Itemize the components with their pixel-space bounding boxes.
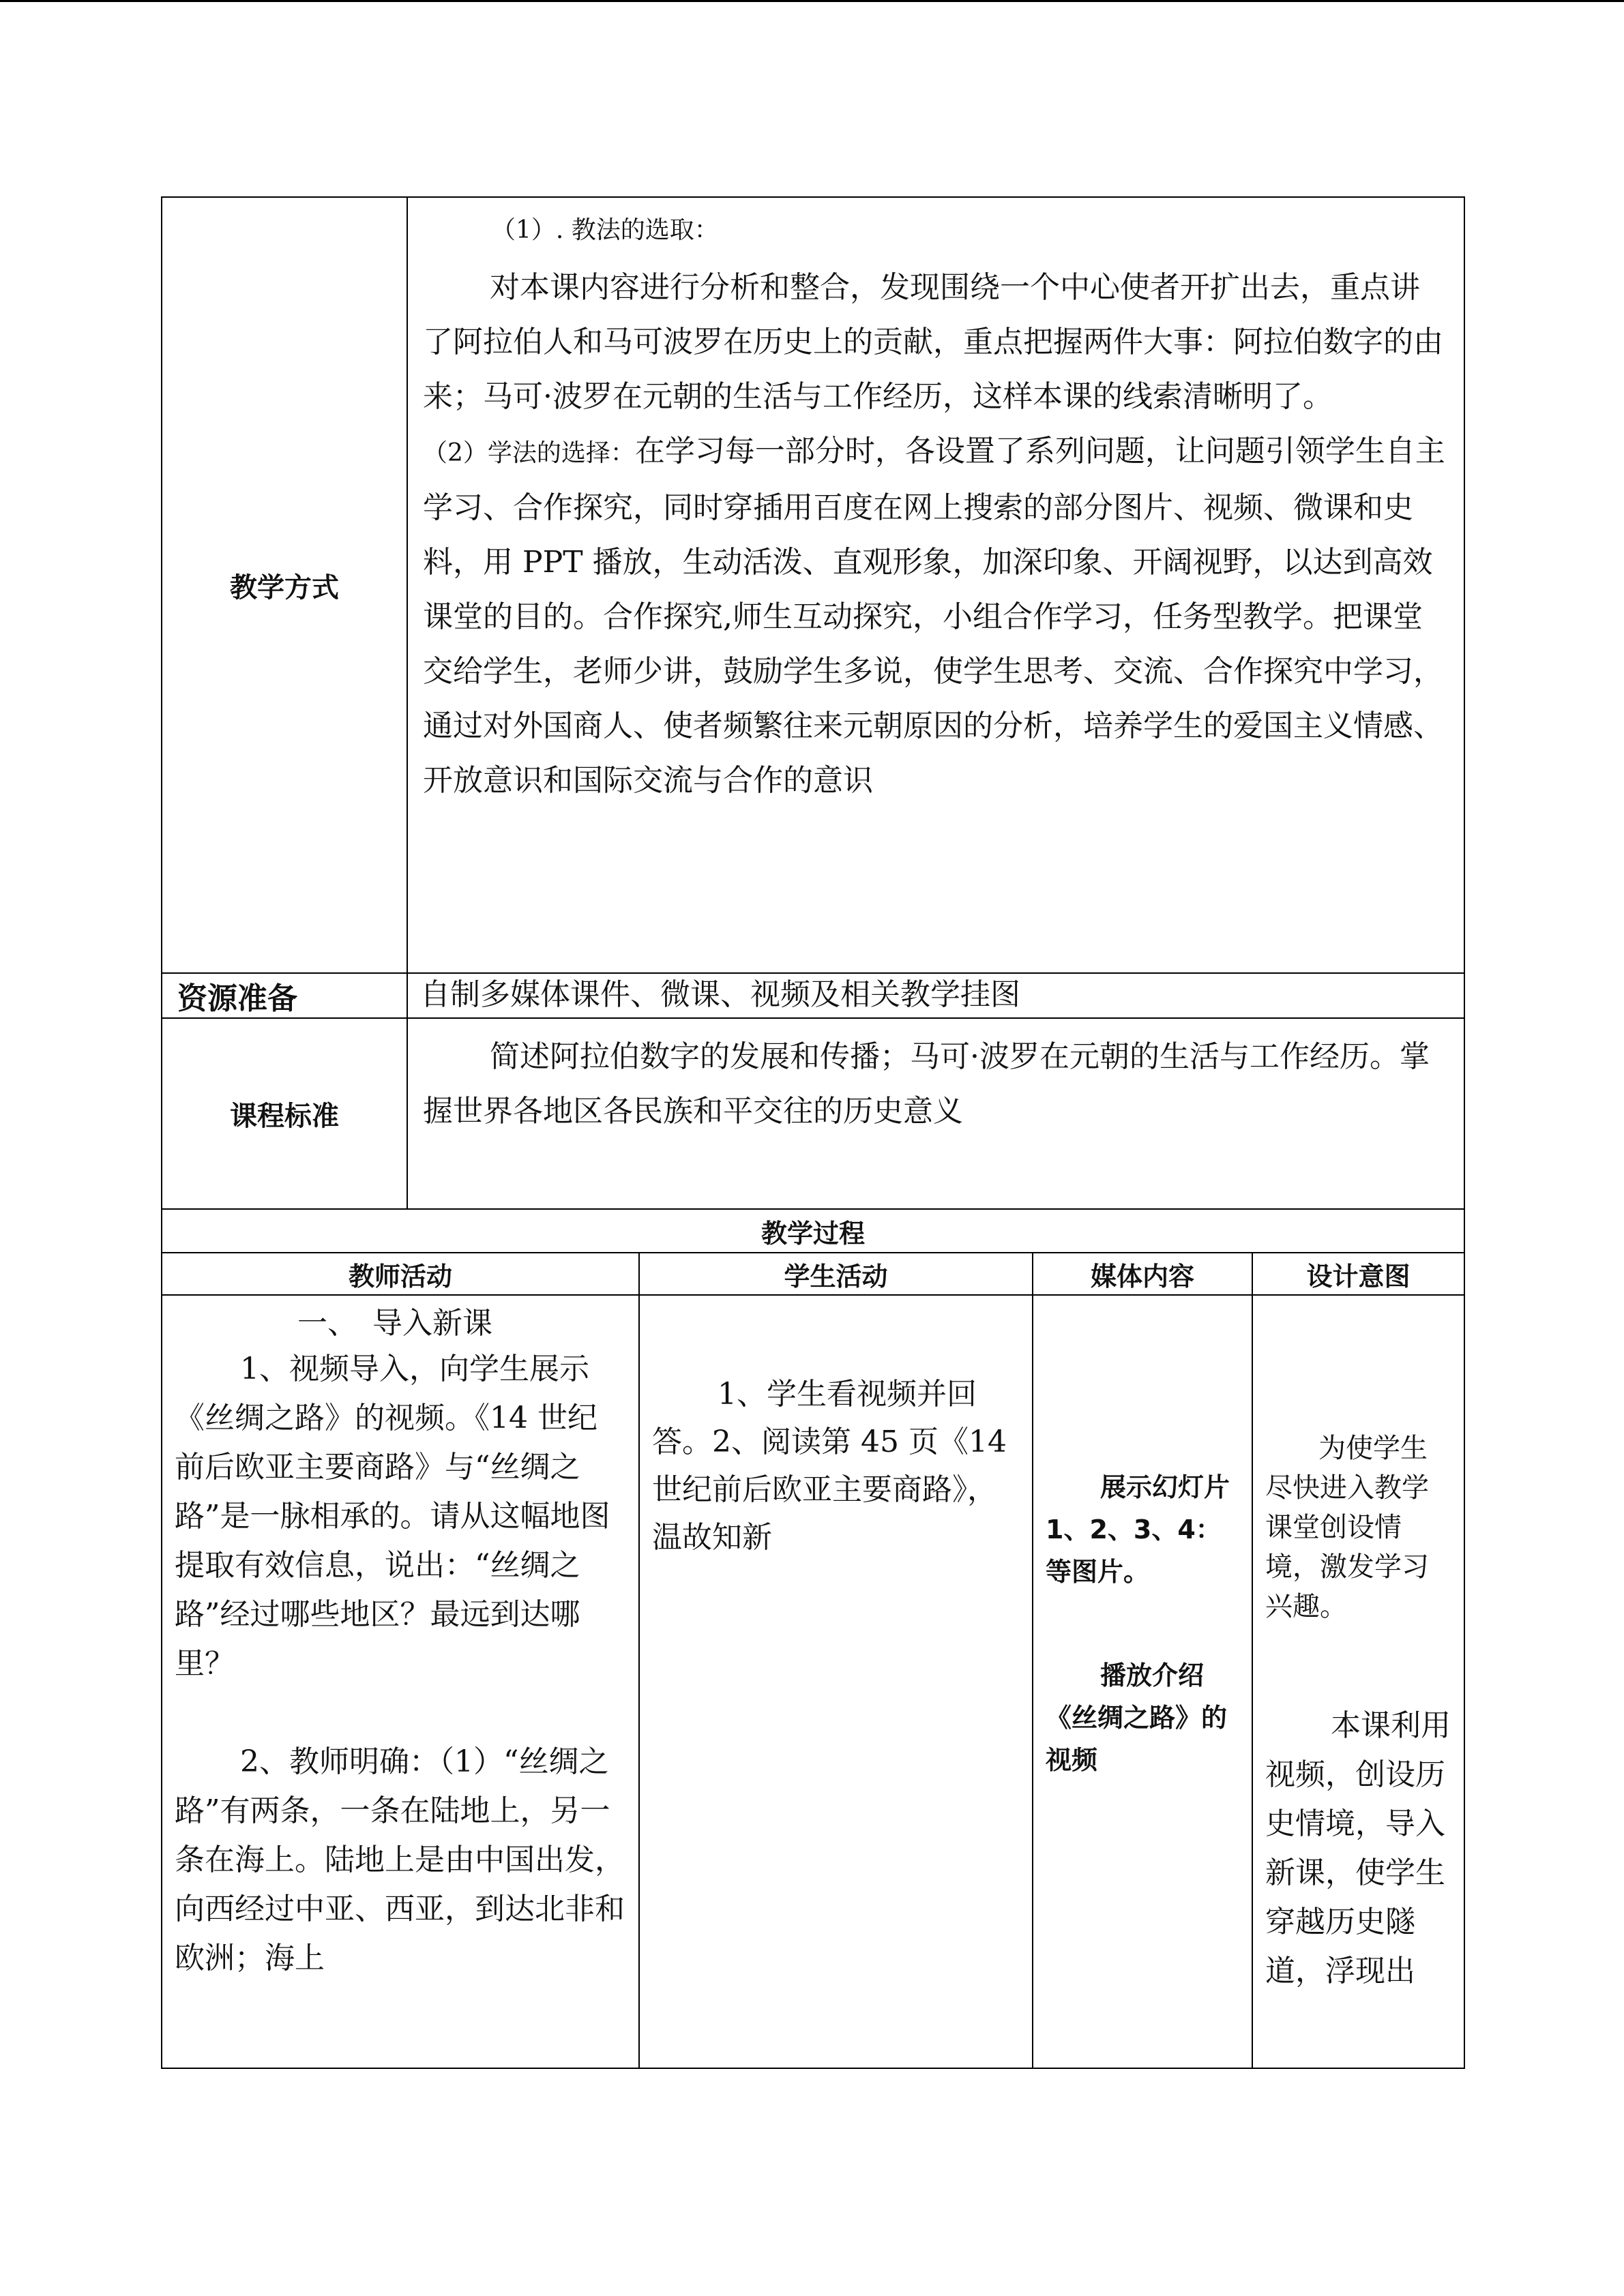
teacher-paragraph-1: 1、视频导入，向学生展示《丝绸之路》的视频。《14 世纪前后欧亚主要商路》与“丝绸之路”是一脉相承的。请从这幅地图提取有效信息，说出：“丝绸之路”经过哪些地区？最远到达哪里？: [175, 1352, 610, 1681]
teacher-paragraph-2: 2、教师明确：（1）“丝绸之路”有两条，一条在陆地上，另一条在海上。陆地上是由中国出发，向西经过中亚、西亚，到达北非和欧洲；海上: [175, 1744, 625, 1976]
media-content-cell: [1033, 1295, 1252, 2068]
media-video-text: 播放介绍《丝绸之路》的视频: [1046, 1660, 1228, 1775]
teaching-method-content: [407, 197, 1464, 973]
media-slides-text: 展示幻灯片 1、2、3、4：等图片。: [1046, 1472, 1230, 1587]
study-method-text: 在学习每一部分时，各设置了系列问题，让问题引领学生自主学习、合作探究，同时穿插用百度在网上搜索的部分图片、视频、微课和史料，用 PPT 播放，生动活泼、直观形象，加深印象、开阔视野，以达到高效课堂的目的。合作探究,师生互动探究，小组合作学习，任务型教学。把课堂交给学生，老师少讲，鼓励学生多说，使学生思考、交流、合作探究中学习，通过对外国商人、使者频繁往来元朝原因的分析，培养学生的爱国主义情感、开放意识和国际交流与合作的意识: [423, 434, 1445, 798]
lesson-plan-table: [161, 196, 1465, 2069]
design-intent-cell: [1252, 1295, 1464, 2068]
col-teacher-activity: 教师活动: [162, 1253, 639, 1295]
col-student-activity: 学生活动: [639, 1253, 1033, 1295]
teaching-method-row: [162, 197, 1464, 973]
resources-label: 资源准备: [162, 973, 407, 1018]
teaching-method-paragraph-2: [423, 424, 1449, 808]
teacher-heading: 一、 导入新课: [297, 1306, 492, 1341]
student-activity-text: 1、学生看视频并回答。2、阅读第 45 页《14 世纪前后欧亚主要商路》，温故知新: [652, 1377, 1007, 1555]
design-intent-text-1: 为使学生尽快进入教学课堂创设情境，激发学习兴趣。: [1265, 1433, 1429, 1622]
col-design-intent: 设计意图: [1252, 1253, 1464, 1295]
process-header-row: [162, 1253, 1464, 1295]
process-content-row: [162, 1295, 1464, 2068]
process-title-row: [162, 1209, 1464, 1253]
curriculum-row: [162, 1018, 1464, 1209]
student-activity-cell: [639, 1295, 1033, 2068]
process-title: 教学过程: [162, 1209, 1464, 1253]
resources-text: 自制多媒体课件、微课、视频及相关教学挂图: [407, 973, 1464, 1018]
curriculum-text: 简述阿拉伯数字的发展和传播；马可·波罗在元朝的生活与工作经历。掌握世界各地区各民族和平交往的历史意义: [423, 1039, 1430, 1129]
top-border-line: [0, 0, 1624, 2]
study-method-lead: （2）学法的选择：: [423, 439, 635, 467]
col-media-content: 媒体内容: [1033, 1253, 1252, 1295]
teacher-activity-cell: [162, 1295, 639, 2068]
teaching-method-heading: （1）. 教法的选取：: [491, 216, 719, 244]
resources-row: [162, 973, 1464, 1018]
design-intent-text-2: 本课利用视频，创设历史情境，导入新课，使学生穿越历史隧道，浮现出: [1265, 1708, 1451, 1988]
teaching-method-label: 教学方式: [162, 197, 407, 973]
curriculum-label: 课程标准: [162, 1018, 407, 1209]
curriculum-content: [407, 1018, 1464, 1209]
teaching-method-paragraph-1: 对本课内容进行分析和整合，发现围绕一个中心使者开扩出去，重点讲了阿拉伯人和马可波罗在历史上的贡献，重点把握两件大事：阿拉伯数字的由来；马可·波罗在元朝的生活与工作经历，这样本课的线索清晰明了。: [423, 270, 1443, 414]
